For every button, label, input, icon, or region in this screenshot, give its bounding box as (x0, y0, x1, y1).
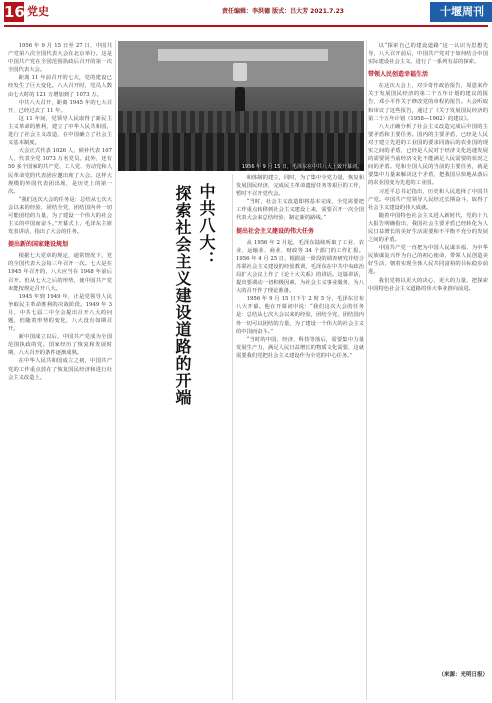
section-heading: 带领人民创造幸福生活 (368, 71, 429, 79)
headline-line-1: 中共八大： (197, 183, 216, 268)
paragraph: “我们这次大会的任务是：总结从七次大会以来的经验，团结全党，团结国内外一切可能团结的力量，为了建设一个伟大的社会主义的中国而奋斗。”开幕式上，毛泽东主席发表讲话，指出了大会的任务。 (8, 196, 112, 236)
photo-speaker (235, 87, 245, 111)
paragraph: 和体制的建立，同时，为了集中全党力量，恢复和发展国民经济，完成民主革命遗留任务等艰巨的工作，暂时不召开党代会。 (236, 175, 364, 198)
paragraph: 从 1956 年 2 月起，毛泽东陆续听取了工业、农业、运输业、商业、财政等 34 个部门的工作汇报。1956 年 4 月 25 日，根据前一阶段的调查研究并结合苏联社会主义建设的经验教训，毛泽东在中共中央政治局扩大会议上作了《论十大关系》的讲话。这篇讲话，提出要调动一切积极因素，为社会主义事业服务，为八大的召开作了理论准备。 (236, 239, 364, 295)
article-source: （来源：光明日报） (438, 672, 488, 678)
paragraph: 1956 年 9 月 15 日至 27 日，中国共产党第八次全国代表大会在北京举行。这是中国共产党在全国范围执政后召开的第一次全国代表大会。 (8, 43, 112, 74)
paragraph: 根据七大党章的规定，通常情况下，党的全国代表大会每三年召开一次。七大是在 1945 年召开的，八大应当在 1948 年前后召开。但从七大之后的形势，使中国共产党未能按规定召开八大。 (8, 253, 112, 292)
column-divider (232, 174, 233, 700)
column-divider (366, 40, 367, 700)
meeting-photo (118, 41, 364, 171)
paragraph: 1956 年 9 月 15 日下午 2 时 5 分，毛泽东宣布八大开幕。他在开幕词中说：“我们这次大会的任务是：总结从七次大会以来的经验，团结全党，团结国内外一切可以团结的力量，为了建设一个伟大的社会主义的中国而奋斗。” (236, 296, 364, 335)
paragraph: 距离 11 年前召开的七大，党的建设已经发生了巨大变化。八大召开时，党员人数由七大时的 121 万增加到了 1073 万。 (8, 75, 112, 98)
photo-portrait (233, 63, 247, 81)
photo-caption (118, 164, 364, 171)
paragraph: 习近平总书记指出，历史和人民选择了中国共产党。中国共产党领导人民经过长期奋斗，取得了社会主义建设的伟大成就。 (368, 188, 488, 211)
paragraph: 这 11 年间，党领导人民取得了新民主主义革命的胜利，建立了中华人民共和国，进行了社会主义改造，在中国确立了社会主义基本制度。 (8, 115, 112, 147)
brand-logo: 十堰周刊 (430, 2, 492, 22)
page-header (0, 0, 492, 26)
paragraph: 八大正确分析了社会主义改造完成后中国的主要矛盾和主要任务。国内的主要矛盾，已经是人民对于建立先进的工业国的要求同落后的农业国的现实之间的矛盾，已经是人民对于经济文化迅速发展的需要同当前经济文化不能满足人民需要的状况之间的矛盾。党和全国人民的当前的主要任务，就是要集中力量来解决这个矛盾，把我国尽快地从落后的农业国变为先进的工业国。 (368, 123, 488, 187)
paragraph: 在这次大会上，对少奇作政治报告，周恩来作关于发展国民经济的第二个五年计划的建议的报告，邓小平作关于修改党的章程的报告。大会听取和审议了这些报告，通过了《关于发展国民经济的第二个五年计划（1958—1962）的建议》。 (368, 83, 488, 122)
section-heading: 提出社会主义建设的伟大任务 (236, 227, 315, 235)
paragraph: 中共八大召开，距离 1945 年的七大召开，已经过去了 11 年。 (8, 99, 112, 114)
paragraph: 大会正式代表 1026 人，候补代表 107 人，代表全党 1073 万名党员。此外，还有 50 多个国家的共产党、工人党、劳动党和人民革命党的代表团应邀出席了大会。这样大规模的外国代表团出席，是历史上的第一次。 (8, 148, 112, 195)
article-column-1 (8, 42, 112, 702)
paragraph: 随着中国特色社会主义进入新时代，党的十九大报告明确指出，我国社会主要矛盾已经转化为人民日益增长的美好生活需要和不平衡不充分的发展之间的矛盾。 (368, 212, 488, 244)
paragraph: “当时，社会主义改造即将基本完成，全党需要把工作重点转移到社会主义建设上来，需要召开一次全国代表大会来总结经验、制定新的路线。” (236, 199, 364, 222)
column-divider (115, 40, 116, 700)
section-heading: 提出新的国家建设规划 (8, 241, 69, 249)
article-column-4 (368, 42, 488, 662)
article-headline (150, 183, 216, 433)
paragraph: “当时的中国，经济、科技等落后，需要集中力量发展生产力，满足人民日益增长的物质文化需要，这就需要我们党把社会主义建设作为全党的中心任务。” (236, 336, 364, 359)
photo-caption-text: 1956 年 9 月 15 日，毛泽东在中共八大上致开幕词。 (241, 164, 362, 170)
photo-banner (158, 49, 328, 61)
article-column-3 (236, 174, 364, 701)
editor-credit: 责任编辑：李洪德 版式：吕大芳 2021.7.23 (222, 8, 344, 15)
paragraph: 中国共产党一直把为中国人民谋幸福、为中华民族谋复兴作为自己的初心使命，带领人民创造美好生活，朝着实现全体人民共同富裕的目标稳步前进。 (368, 245, 488, 276)
section-title: 党史 (27, 5, 49, 18)
page-number: 16 (4, 3, 25, 21)
header-rule (4, 25, 488, 27)
headline-line-2: 探索社会主义建设道路的开端 (173, 185, 192, 406)
paragraph: 新中国成立以后，中国共产党成为全国范围执政的党。国家经历了恢复和发展时期，八大召开的条件逐渐成熟。 (8, 334, 112, 357)
paragraph: 1945 年到 1949 年，正是党领导人民争取民主革命胜利的决战阶段。1949 年 3 月，中共七届二中全会提出召开八大的问题，但随着形势的变化，八大没有如期召开。 (8, 293, 112, 333)
paragraph: 以“探索自己的建设道路”这一认识为思想先导，八大召开前后，中国共产党对于如何结合中国实际建设社会主义，进行了一系列有益的探索。 (368, 43, 488, 66)
paragraph: 在中华人民共和国成立之初，中国共产党的工作重点放在了恢复国民经济和进行社会主义改造上。 (8, 358, 112, 381)
paragraph: 我们党将以更大的决心、更大的力量，把探索中国特色社会主义道路的伟大事业推向前进。 (368, 277, 488, 292)
